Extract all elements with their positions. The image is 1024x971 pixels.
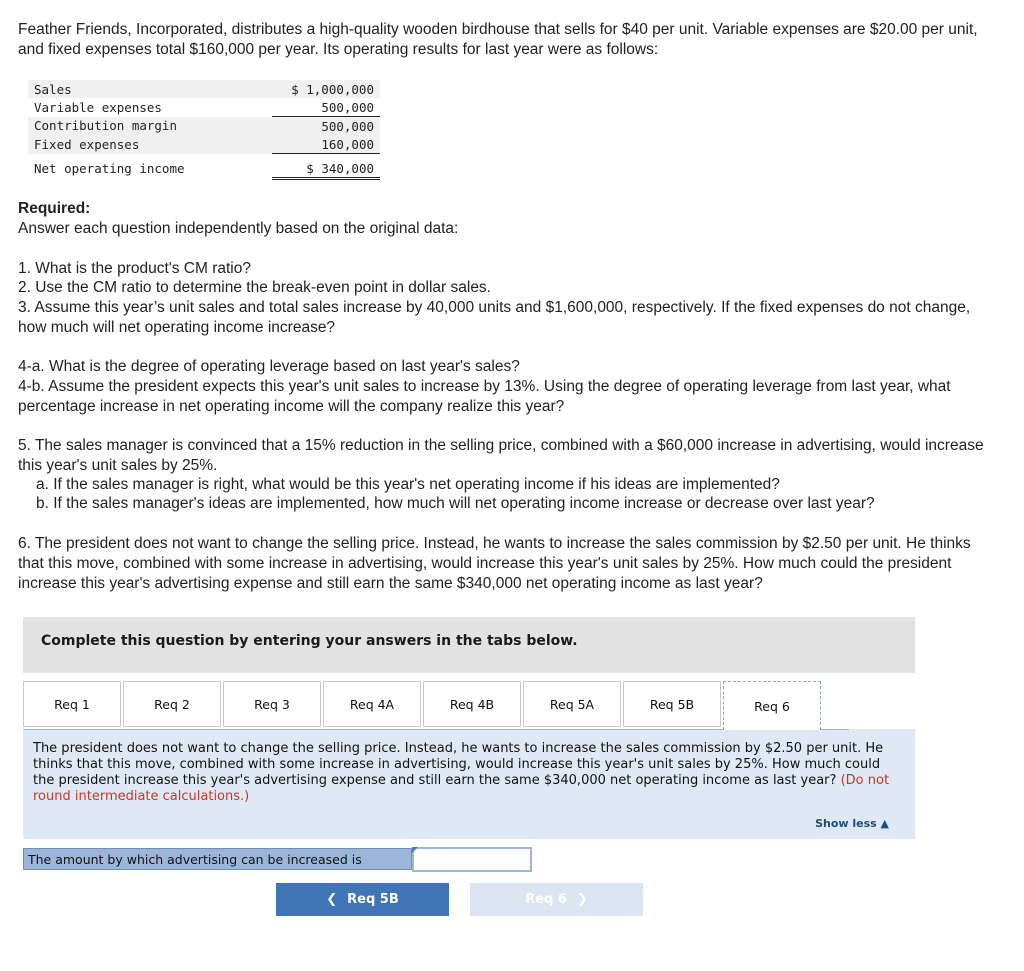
income-statement-table xyxy=(28,80,380,180)
table-row xyxy=(28,80,380,98)
row-label: Sales xyxy=(28,80,272,98)
question-1: 1. What is the product's CM ratio? xyxy=(18,260,251,277)
row-label: Contribution margin xyxy=(28,117,272,136)
row-amount: 500,000 xyxy=(272,117,380,136)
tab-req-5a[interactable]: Req 5A xyxy=(523,681,621,727)
instructions-panel xyxy=(23,617,915,673)
prev-button-label: Req 5B xyxy=(347,892,399,907)
table-row xyxy=(28,117,380,136)
tab-req-4a[interactable]: Req 4A xyxy=(323,681,421,727)
row-amount: $ 1,000,000 xyxy=(272,80,380,98)
question-6: 6. The president does not want to change the selling price. Instead, he wants to increase the sales commission by $2.50 per unit. He thinks that this move, combined with some increase in advertising, would increase this year's unit sales by 25%. How much could the president increase this year's advertising expense and still earn the same $340,000 net operating income as last year? xyxy=(18,535,971,592)
show-less-link[interactable]: Show less ▲ xyxy=(815,817,889,830)
chevron-left-icon: ❮ xyxy=(326,892,338,907)
row-label: Variable expenses xyxy=(34,99,162,115)
table-row xyxy=(28,98,380,117)
tab-content xyxy=(23,729,915,839)
prev-req-button[interactable] xyxy=(276,883,449,916)
row-amount: $ 340,000 xyxy=(272,154,380,179)
required-heading: Required: xyxy=(18,200,91,217)
table-row xyxy=(28,154,380,179)
tab-req-5b[interactable]: Req 5B xyxy=(623,681,721,727)
question-3: 3. Assume this year’s unit sales and total sales increase by 40,000 units and $1,600,000, respectively. If the fixed expenses do not change, how much will net operating income increase? xyxy=(18,299,971,336)
tab-req-4b[interactable]: Req 4B xyxy=(423,681,521,727)
answer-label: The amount by which advertising can be increased is xyxy=(23,848,412,870)
row-amount: 160,000 xyxy=(272,135,380,154)
question-4a: 4-a. What is the degree of operating leverage based on last year's sales? xyxy=(18,358,520,375)
advertising-increase-input[interactable] xyxy=(412,847,532,872)
requirement-tabs xyxy=(23,681,823,730)
tab-req-3[interactable]: Req 3 xyxy=(223,681,321,727)
question-5: 5. The sales manager is convinced that a 15% reduction in the selling price, combined with a $60,000 increase in advertising, would increase this year's unit sales by 25%. xyxy=(18,437,984,474)
chevron-right-icon: ❯ xyxy=(576,892,588,907)
next-button-label: Req 6 xyxy=(525,892,567,907)
row-amount: 500,000 xyxy=(272,98,380,117)
required-subheading: Answer each question independently based on the original data: xyxy=(18,220,459,237)
tab-req-2[interactable]: Req 2 xyxy=(123,681,221,727)
tab-req-6[interactable]: Req 6 xyxy=(723,681,821,730)
input-corner-marker xyxy=(412,847,418,853)
question-4b: 4-b. Assume the president expects this year's unit sales to increase by 13%. Using the degree of operating leverage from last year, what percentage increase in net operating income will the company realize this year? xyxy=(18,378,951,415)
tab-question-text xyxy=(33,741,903,805)
tab-question-body: The president does not want to change the selling price. Instead, he wants to increase the sales commission by $2.50 per unit. He thinks that this move, combined with some increase in advertising, would increase this year's unit sales by 25%. How much could the president increase this year's advertising expense and still earn the same $340,000 net operating income as last year? xyxy=(33,741,884,788)
problem-intro: Feather Friends, Incorporated, distributes a high-quality wooden birdhouse that sells for $40 per unit. Variable expenses are $20.00 per unit, and fixed expenses total $160,000 per year. Its operating results for last year were as follows: xyxy=(18,21,978,58)
row-label: Net operating income xyxy=(34,161,185,176)
rounding-note: (Do not round intermediate calculations.) xyxy=(33,773,890,804)
panel-title: Complete this question by entering your answers in the tabs below. xyxy=(41,633,578,649)
question-5a: a. If the sales manager is right, what would be this year's net operating income if his ideas are implemented? xyxy=(36,476,780,493)
row-label: Fixed expenses xyxy=(28,135,272,154)
tab-req-1[interactable]: Req 1 xyxy=(23,681,121,727)
question-2: 2. Use the CM ratio to determine the break-even point in dollar sales. xyxy=(18,279,491,296)
table-row xyxy=(28,135,380,154)
question-5b: b. If the sales manager's ideas are implemented, how much will net operating income increase or decrease over last year? xyxy=(36,495,875,512)
next-req-button xyxy=(470,883,643,916)
